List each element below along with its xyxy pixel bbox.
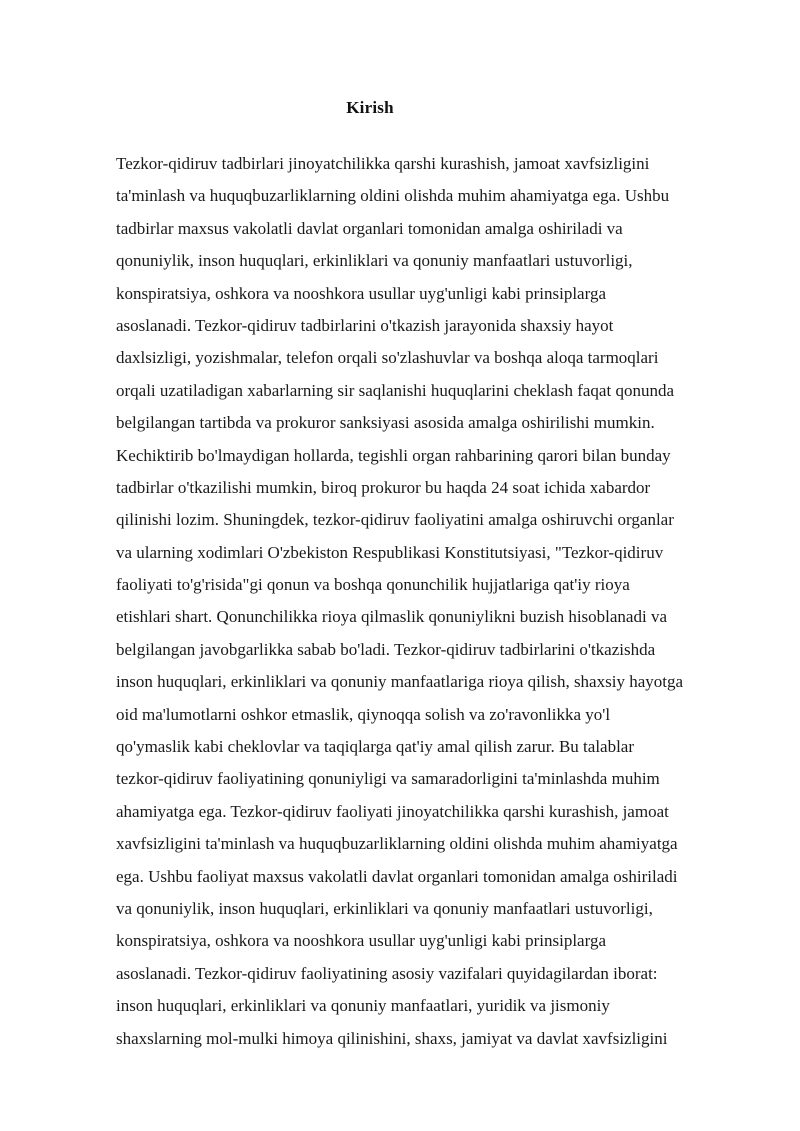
- text-line: Tezkor-qidiruv tadbirlari jinoyatchilikka qarshi kurashish, jamoat xavfsizligini: [116, 154, 650, 173]
- text-line: ega. Ushbu faoliyat maxsus vakolatli davlat organlari tomonidan amalga oshiriladi: [116, 866, 678, 886]
- text-line: tadbirlar maxsus vakolatli davlat organlari tomonidan amalga oshiriladi va: [116, 218, 623, 238]
- text-line: belgilangan javobgarlikka sabab bo'ladi. Tezkor-qidiruv tadbirlarini o'tkazishda: [116, 639, 656, 659]
- text-line: shaxslarning mol-mulki himoya qilinishini, shaxs, jamiyat va davlat xavfsizligini: [116, 1028, 668, 1048]
- text-line: asoslanadi. Tezkor-qidiruv tadbirlarini o'tkazish jarayonida shaxsiy hayot: [116, 315, 614, 335]
- text-line: tezkor-qidiruv faoliyatining qonuniyligi va samaradorligini ta'minlashda muhim: [116, 769, 660, 789]
- page-title: Kirish: [346, 98, 394, 117]
- text-line: inson huquqlari, erkinliklari va qonuniy manfaatlariga rioya qilish, shaxsiy hayotga: [116, 672, 684, 692]
- text-line: ta'minlash va huquqbuzarliklarning oldini olishda muhim ahamiyatga ega. Ushbu: [116, 186, 670, 206]
- text-line: konspiratsiya, oshkora va nooshkora usullar uyg'unligi kabi prinsiplarga: [116, 931, 607, 951]
- text-line: va ularning xodimlari O'zbekiston Respublikasi Konstitutsiyasi, "Tezkor-qidiruv: [116, 542, 664, 562]
- text-line: qo'ymaslik kabi cheklovlar va taqiqlarga qat'iy amal qilish zarur. Bu talablar: [116, 737, 635, 757]
- text-line: orqali uzatiladigan xabarlarning sir saqlanishi huquqlarini cheklash faqat qonunda: [116, 380, 674, 400]
- text-line: qonuniylik, inson huquqlari, erkinliklari va qonuniy manfaatlari ustuvorligi,: [116, 251, 633, 271]
- text-line: belgilangan tartibda va prokuror sanksiyasi asosida amalga oshirilishi mumkin.: [116, 413, 655, 433]
- text-line: ahamiyatga ega. Tezkor-qidiruv faoliyati jinoyatchilikka qarshi kurashish, jamoat: [116, 801, 669, 821]
- text-line: va qonuniylik, inson huquqlari, erkinliklari va qonuniy manfaatlari ustuvorligi,: [116, 898, 653, 918]
- text-line: asoslanadi. Tezkor-qidiruv faoliyatining asosiy vazifalari quyidagilardan iborat:: [116, 963, 658, 983]
- body-paragraph: [116, 148, 756, 1055]
- text-line: etishlari shart. Qonunchilikka rioya qilmaslik qonuniylikni buzish hisoblanadi va: [116, 607, 667, 627]
- text-line: inson huquqlari, erkinliklari va qonuniy manfaatlari, yuridik va jismoniy: [116, 996, 610, 1016]
- text-line: xavfsizligini ta'minlash va huquqbuzarliklarning oldini olishda muhim ahamiyatga: [116, 834, 678, 854]
- text-line: qilinishi lozim. Shuningdek, tezkor-qidiruv faoliyatini amalga oshiruvchi organlar: [116, 510, 674, 530]
- text-line: Kechiktirib bo'lmaydigan hollarda, tegishli organ rahbarining qarori bilan bunday: [116, 445, 671, 465]
- text-line: tadbirlar o'tkazilishi mumkin, biroq prokuror bu haqda 24 soat ichida xabardor: [116, 477, 651, 497]
- text-line: faoliyati to'g'risida"gi qonun va boshqa qonunchilik hujjatlariga qat'iy rioya: [116, 575, 630, 595]
- text-line: konspiratsiya, oshkora va nooshkora usullar uyg'unligi kabi prinsiplarga: [116, 283, 607, 303]
- text-line: daxlsizligi, yozishmalar, telefon orqali so'zlashuvlar va boshqa aloqa tarmoqlari: [116, 348, 659, 368]
- text-line: oid ma'lumotlarni oshkor etmaslik, qiynoqqa solish va zo'ravonlikka yo'l: [116, 704, 611, 724]
